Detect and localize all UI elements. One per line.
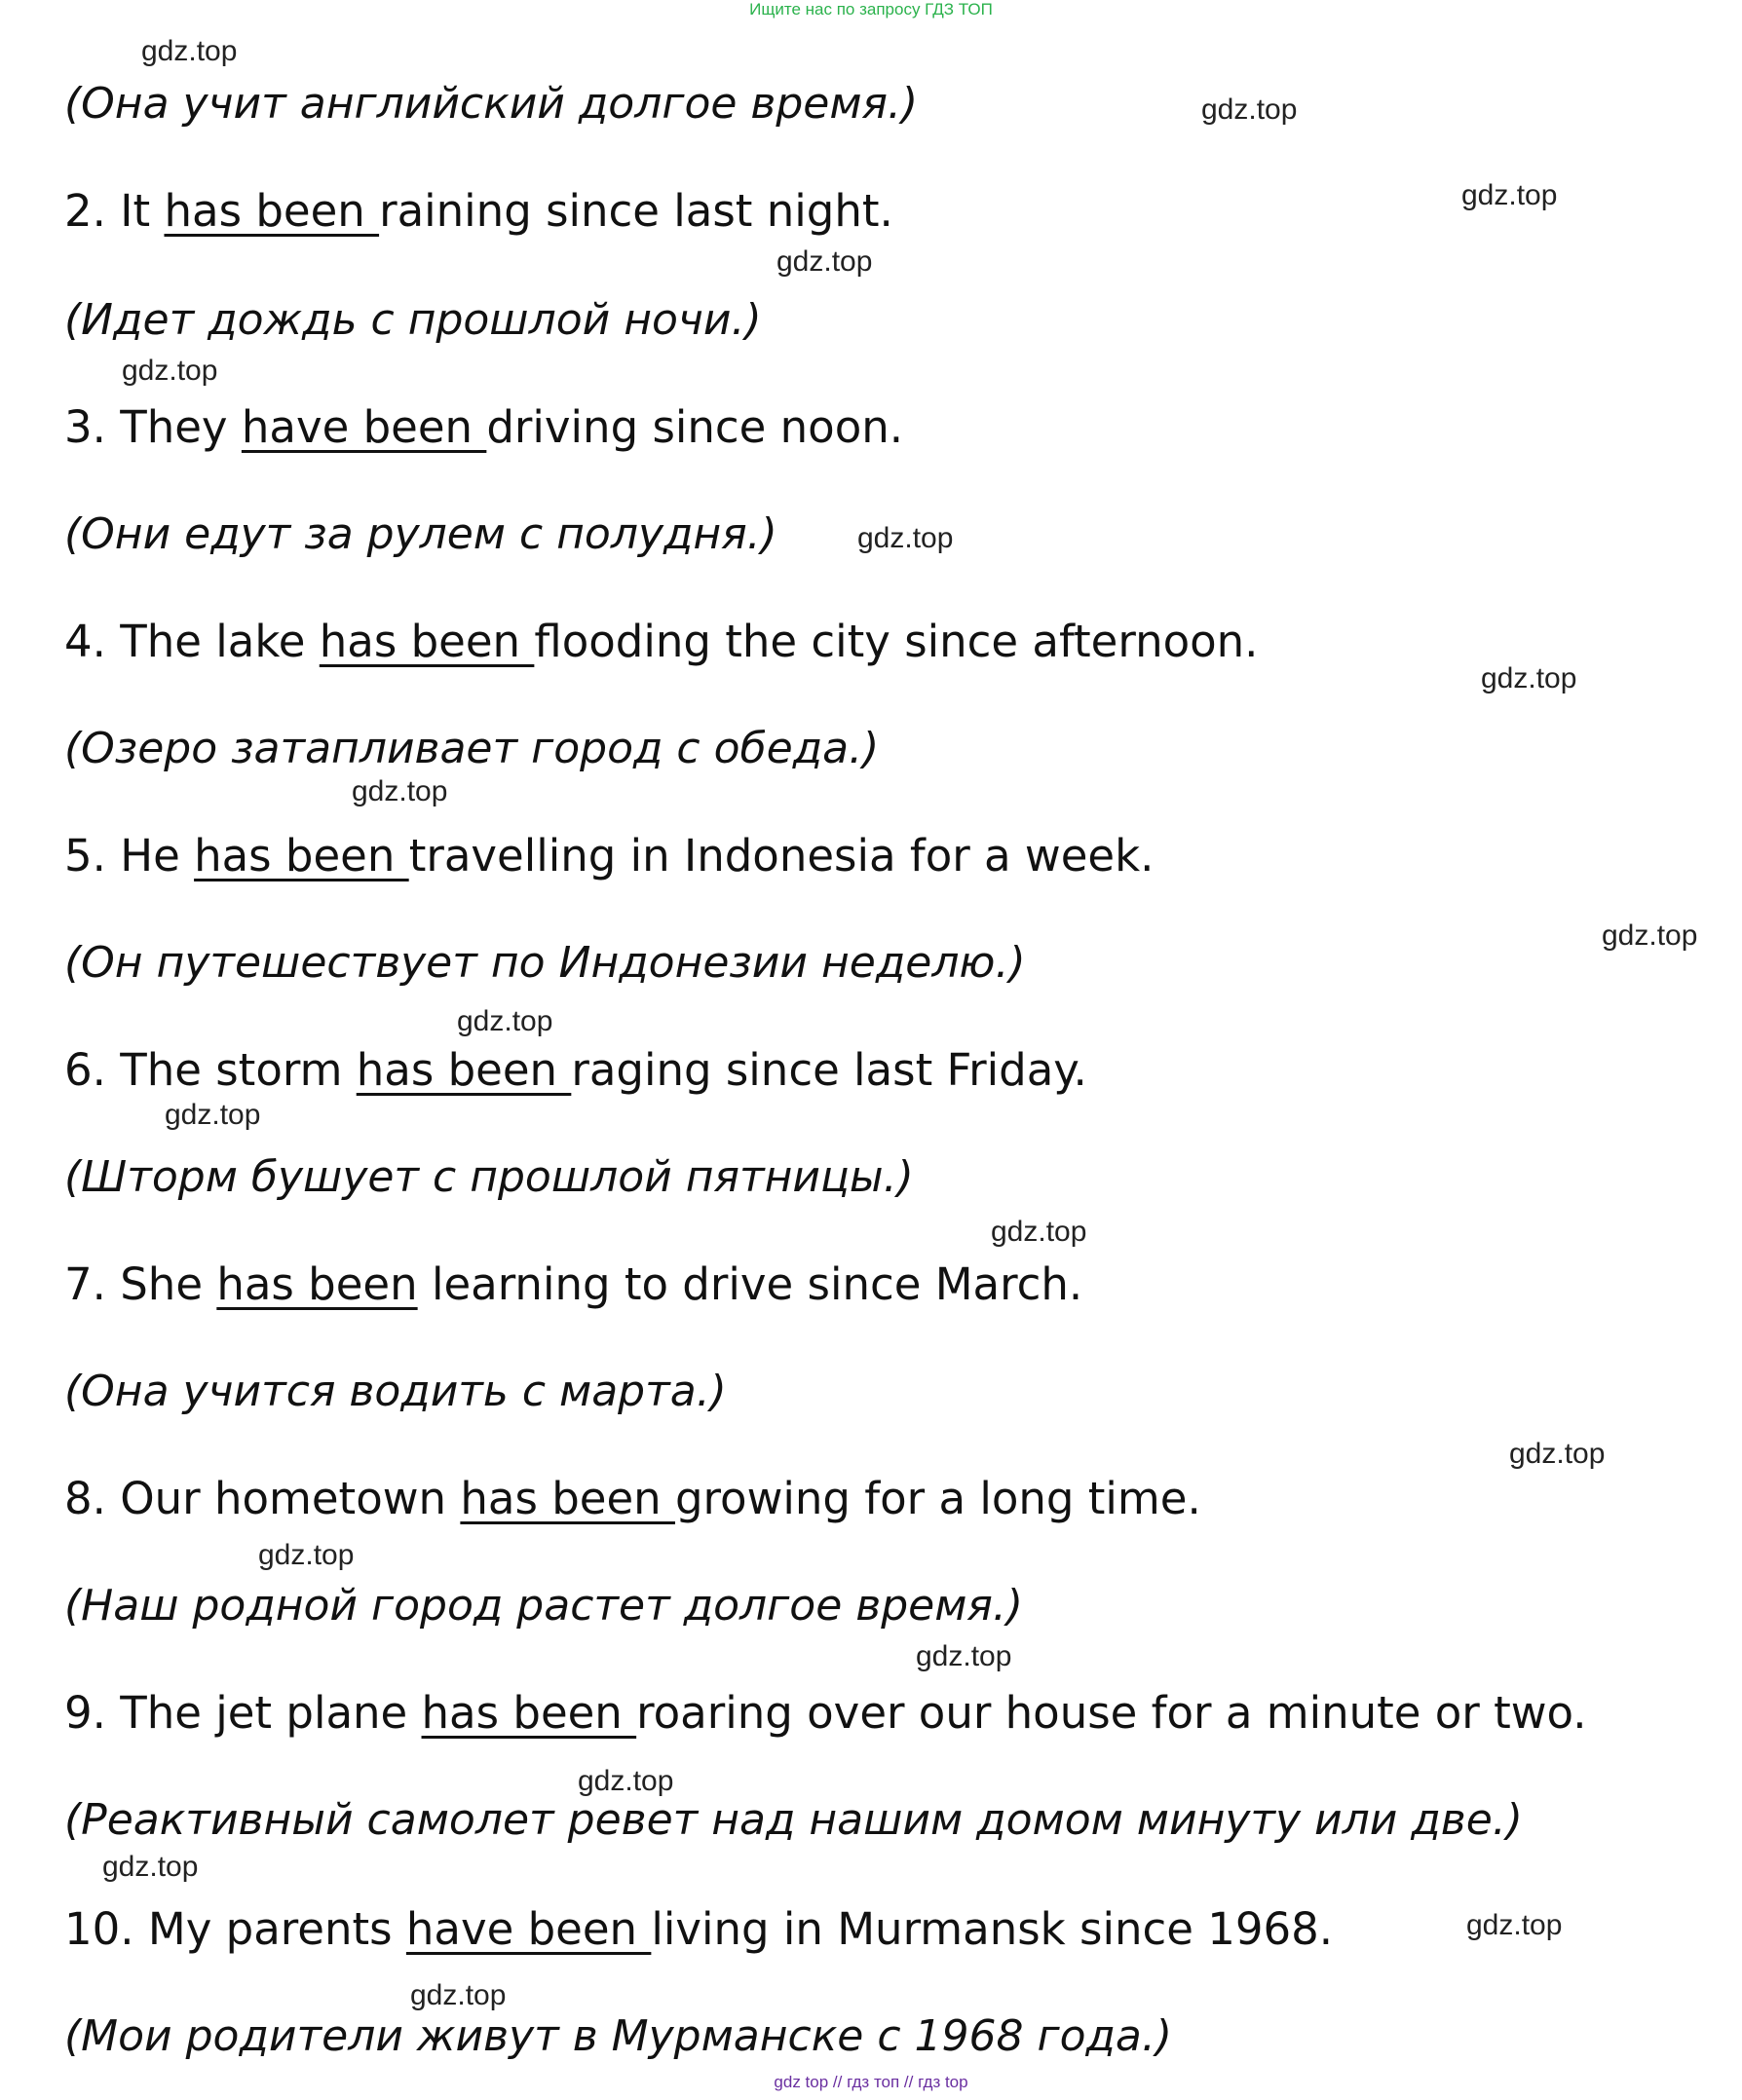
sentence-line: [64, 397, 903, 458]
watermark: gdz.top: [1201, 94, 1298, 126]
translation-line: (Озеро затапливает город с обеда.): [64, 724, 880, 773]
sentence-end: driving since noon.: [486, 401, 904, 453]
translation-line: (Шторм бушует с прошлой пятницы.): [64, 1152, 914, 1202]
watermark: gdz.top: [1481, 662, 1577, 694]
sentence-line: [64, 1040, 1087, 1101]
sentence-end: living in Murmansk since 1968.: [651, 1903, 1334, 1955]
watermark: gdz.top: [916, 1640, 1012, 1672]
watermark: gdz.top: [1461, 179, 1558, 211]
sentence-end: learning to drive since March.: [417, 1258, 1083, 1310]
answer-blank: has been: [319, 616, 535, 667]
answer-blank: has been: [164, 185, 380, 237]
translation-line: (Она учит английский долгое время.): [64, 79, 919, 129]
sentence-end: raging since last Friday.: [571, 1044, 1087, 1096]
sentence-start: 7. She: [64, 1258, 217, 1310]
watermark: gdz.top: [410, 1979, 507, 2011]
translation-line: (Она учится водить с марта.): [64, 1367, 727, 1416]
watermark: gdz.top: [457, 1005, 553, 1037]
sentence-line: [64, 1469, 1201, 1529]
translation-line: (Реактивный самолет ревет над нашим домом минуту или две.): [64, 1795, 1523, 1845]
answer-blank: have been: [405, 1903, 652, 1955]
site-banner: Ищите нас по запросу ГДЗ ТОП: [749, 0, 993, 19]
sentence-line: [64, 826, 1154, 886]
answer-blank: has been: [356, 1044, 572, 1096]
watermark: gdz.top: [1509, 1438, 1606, 1470]
site-footer: gdz top // гдз топ // гдз top: [774, 2073, 968, 2091]
answer-blank: has been: [421, 1687, 637, 1739]
watermark: gdz.top: [991, 1216, 1087, 1248]
watermark: gdz.top: [776, 245, 873, 278]
watermark: gdz.top: [1466, 1909, 1563, 1941]
watermark: gdz.top: [578, 1765, 674, 1797]
sentence-start: 9. The jet plane: [64, 1687, 422, 1739]
watermark: gdz.top: [352, 775, 448, 807]
watermark: gdz.top: [122, 355, 218, 387]
sentence-end: growing for a long time.: [674, 1473, 1201, 1524]
watermark: gdz.top: [1602, 919, 1698, 952]
watermark: gdz.top: [857, 522, 954, 554]
watermark: gdz.top: [141, 35, 238, 67]
sentence-start: 2. It: [64, 185, 165, 237]
answer-blank: has been: [194, 830, 409, 881]
sentence-line: [64, 1899, 1333, 1960]
sentence-end: roaring over our house for a minute or two.: [636, 1687, 1587, 1739]
answer-blank: have been: [241, 401, 487, 453]
translation-line: (Они едут за рулем с полудня.): [64, 509, 777, 559]
sentence-line: [64, 612, 1259, 672]
watermark: gdz.top: [102, 1851, 199, 1883]
sentence-start: 6. The storm: [64, 1044, 357, 1096]
sentence-end: travelling in Indonesia for a week.: [408, 830, 1155, 881]
sentence-start: 10. My parents: [64, 1903, 406, 1955]
sentence-start: 4. The lake: [64, 616, 320, 667]
sentence-start: 5. He: [64, 830, 195, 881]
watermark: gdz.top: [258, 1539, 355, 1571]
translation-line: (Мои родители живут в Мурманске с 1968 года.): [64, 2011, 1173, 2061]
watermark: gdz.top: [165, 1099, 261, 1131]
sentence-start: 8. Our hometown: [64, 1473, 461, 1524]
answer-blank: has been: [216, 1258, 418, 1310]
sentence-end: raining since last night.: [379, 185, 893, 237]
translation-line: (Идет дождь с прошлой ночи.): [64, 295, 762, 345]
sentence-start: 3. They: [64, 401, 242, 453]
sentence-line: [64, 1255, 1082, 1315]
sentence-line: [64, 181, 893, 242]
translation-line: (Он путешествует по Индонезии неделю.): [64, 938, 1026, 988]
sentence-line: [64, 1683, 1587, 1744]
answer-blank: has been: [460, 1473, 675, 1524]
sentence-end: flooding the city since afternoon.: [534, 616, 1259, 667]
translation-line: (Наш родной город растет долгое время.): [64, 1581, 1024, 1631]
